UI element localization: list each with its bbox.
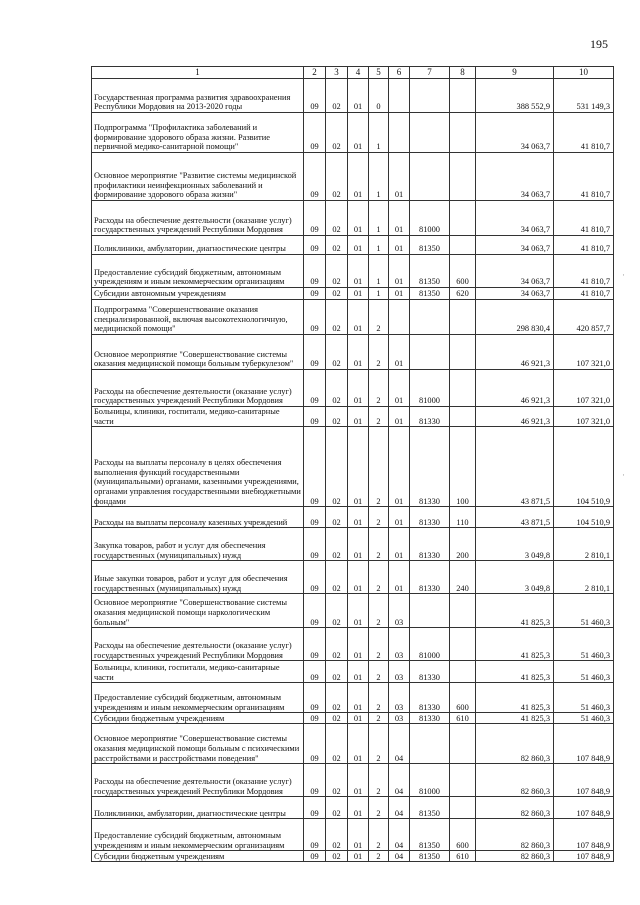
code-direction bbox=[410, 79, 450, 113]
table-row bbox=[92, 561, 614, 594]
table-row bbox=[92, 255, 614, 288]
table-row bbox=[92, 300, 614, 335]
code-subsection: 02 bbox=[326, 300, 348, 335]
code-subprogram: 0 bbox=[369, 79, 389, 113]
code-subprogram: 2 bbox=[369, 661, 389, 683]
budget-table-container bbox=[91, 66, 614, 862]
code-subsection: 02 bbox=[326, 661, 348, 683]
code-expense-type: 100 bbox=[450, 427, 476, 507]
value-year-2: 41 810,7 bbox=[554, 113, 614, 153]
code-direction: 81330 bbox=[410, 683, 450, 713]
code-subprogram: 1 bbox=[369, 255, 389, 288]
table-row bbox=[92, 819, 614, 851]
value-year-1: 34 063,7 bbox=[476, 153, 554, 201]
code-gp: 09 bbox=[304, 153, 326, 201]
code-section: 01 bbox=[348, 561, 369, 594]
code-subsection: 02 bbox=[326, 370, 348, 407]
code-event: 04 bbox=[389, 819, 410, 851]
value-year-2: 107 848,9 bbox=[554, 764, 614, 797]
code-subsection: 02 bbox=[326, 764, 348, 797]
code-subprogram: 2 bbox=[369, 528, 389, 561]
value-year-1: 41 825,3 bbox=[476, 683, 554, 713]
row-name: Основное мероприятие "Совершенствование системы оказания медицинской помощи наркологическим больным" bbox=[92, 594, 304, 628]
header-cell: 5 bbox=[369, 67, 389, 79]
code-expense-type bbox=[450, 370, 476, 407]
code-event: 01 bbox=[389, 507, 410, 528]
row-name: Субсидии бюджетным учреждениям bbox=[92, 713, 304, 724]
budget-table bbox=[91, 66, 614, 862]
value-year-2: 420 857,7 bbox=[554, 300, 614, 335]
code-section: 01 bbox=[348, 683, 369, 713]
value-year-2: 51 460,3 bbox=[554, 628, 614, 661]
value-year-1: 41 825,3 bbox=[476, 594, 554, 628]
header-cell: 2 bbox=[304, 67, 326, 79]
code-subsection: 02 bbox=[326, 427, 348, 507]
value-year-1: 46 921,3 bbox=[476, 335, 554, 370]
header-cell: 10 bbox=[554, 67, 614, 79]
row-name: Субсидии бюджетным учреждениям bbox=[92, 851, 304, 862]
code-event: 01 bbox=[389, 236, 410, 255]
code-direction bbox=[410, 594, 450, 628]
code-event: 01 bbox=[389, 427, 410, 507]
code-expense-type bbox=[450, 153, 476, 201]
code-event: 04 bbox=[389, 724, 410, 764]
code-gp: 09 bbox=[304, 819, 326, 851]
code-section: 01 bbox=[348, 507, 369, 528]
code-expense-type bbox=[450, 201, 476, 236]
value-year-2: 41 810,7 bbox=[554, 288, 614, 300]
value-year-2: 104 510,9 bbox=[554, 427, 614, 507]
code-expense-type bbox=[450, 797, 476, 819]
table-row bbox=[92, 507, 614, 528]
code-gp: 09 bbox=[304, 528, 326, 561]
value-year-1: 43 871,5 bbox=[476, 507, 554, 528]
code-section: 01 bbox=[348, 661, 369, 683]
code-direction: 81350 bbox=[410, 288, 450, 300]
code-section: 01 bbox=[348, 288, 369, 300]
table-row bbox=[92, 153, 614, 201]
code-subsection: 02 bbox=[326, 407, 348, 427]
row-name: Закупка товаров, работ и услуг для обеспечения государственных (муниципальных) нужд bbox=[92, 528, 304, 561]
value-year-1: 41 825,3 bbox=[476, 661, 554, 683]
table-row bbox=[92, 201, 614, 236]
code-event: 01 bbox=[389, 335, 410, 370]
code-section: 01 bbox=[348, 851, 369, 862]
code-expense-type bbox=[450, 594, 476, 628]
code-direction bbox=[410, 153, 450, 201]
code-event: 01 bbox=[389, 528, 410, 561]
value-year-1: 82 860,3 bbox=[476, 764, 554, 797]
code-direction: 81350 bbox=[410, 255, 450, 288]
code-gp: 09 bbox=[304, 713, 326, 724]
code-expense-type: 110 bbox=[450, 507, 476, 528]
code-event bbox=[389, 300, 410, 335]
code-subprogram: 2 bbox=[369, 683, 389, 713]
code-subprogram: 2 bbox=[369, 628, 389, 661]
value-year-1: 388 552,9 bbox=[476, 79, 554, 113]
code-event: 01 bbox=[389, 288, 410, 300]
code-section: 01 bbox=[348, 764, 369, 797]
code-section: 01 bbox=[348, 407, 369, 427]
code-direction bbox=[410, 335, 450, 370]
table-row bbox=[92, 370, 614, 407]
code-event bbox=[389, 79, 410, 113]
code-section: 01 bbox=[348, 370, 369, 407]
code-section: 01 bbox=[348, 255, 369, 288]
code-direction: 81350 bbox=[410, 797, 450, 819]
row-name: Расходы на обеспечение деятельности (оказание услуг) государственных учреждений Республики Мордовия bbox=[92, 370, 304, 407]
code-subprogram: 2 bbox=[369, 819, 389, 851]
row-name: Поликлиники, амбулатории, диагностические центры bbox=[92, 797, 304, 819]
value-year-1: 34 063,7 bbox=[476, 236, 554, 255]
table-row bbox=[92, 851, 614, 862]
code-direction: 81000 bbox=[410, 628, 450, 661]
code-expense-type: 600 bbox=[450, 819, 476, 851]
code-expense-type bbox=[450, 335, 476, 370]
code-gp: 09 bbox=[304, 255, 326, 288]
table-row bbox=[92, 288, 614, 300]
code-direction: 81350 bbox=[410, 851, 450, 862]
row-name: Расходы на обеспечение деятельности (оказание услуг) государственных учреждений Республики Мордовия bbox=[92, 764, 304, 797]
value-year-2: 51 460,3 bbox=[554, 713, 614, 724]
value-year-1: 41 825,3 bbox=[476, 628, 554, 661]
code-direction: 81330 bbox=[410, 561, 450, 594]
value-year-1: 3 049,8 bbox=[476, 561, 554, 594]
value-year-1: 46 921,3 bbox=[476, 370, 554, 407]
header-cell: 8 bbox=[450, 67, 476, 79]
code-direction: 81330 bbox=[410, 507, 450, 528]
code-section: 01 bbox=[348, 300, 369, 335]
value-year-2: 51 460,3 bbox=[554, 683, 614, 713]
header-cell: 6 bbox=[389, 67, 410, 79]
code-direction bbox=[410, 724, 450, 764]
code-subsection: 02 bbox=[326, 113, 348, 153]
table-row bbox=[92, 594, 614, 628]
table-row bbox=[92, 797, 614, 819]
code-subsection: 02 bbox=[326, 153, 348, 201]
value-year-2: 107 848,9 bbox=[554, 797, 614, 819]
code-direction: 81330 bbox=[410, 528, 450, 561]
code-direction bbox=[410, 113, 450, 153]
code-section: 01 bbox=[348, 335, 369, 370]
code-gp: 09 bbox=[304, 797, 326, 819]
code-expense-type bbox=[450, 628, 476, 661]
value-year-1: 298 830,4 bbox=[476, 300, 554, 335]
code-gp: 09 bbox=[304, 201, 326, 236]
code-gp: 09 bbox=[304, 288, 326, 300]
code-subprogram: 2 bbox=[369, 427, 389, 507]
code-subprogram: 1 bbox=[369, 153, 389, 201]
code-expense-type bbox=[450, 236, 476, 255]
code-gp: 09 bbox=[304, 507, 326, 528]
code-gp: 09 bbox=[304, 661, 326, 683]
value-year-1: 82 860,3 bbox=[476, 851, 554, 862]
code-section: 01 bbox=[348, 427, 369, 507]
code-subprogram: 2 bbox=[369, 724, 389, 764]
scan-mark: · bbox=[622, 470, 625, 480]
code-subprogram: 1 bbox=[369, 236, 389, 255]
header-cell: 4 bbox=[348, 67, 369, 79]
code-gp: 09 bbox=[304, 335, 326, 370]
table-row bbox=[92, 764, 614, 797]
value-year-1: 82 860,3 bbox=[476, 819, 554, 851]
table-row bbox=[92, 79, 614, 113]
code-gp: 09 bbox=[304, 113, 326, 153]
row-name: Больницы, клиники, госпитали, медико-санитарные части bbox=[92, 661, 304, 683]
code-gp: 09 bbox=[304, 300, 326, 335]
code-subsection: 02 bbox=[326, 851, 348, 862]
code-gp: 09 bbox=[304, 851, 326, 862]
code-direction: 81000 bbox=[410, 764, 450, 797]
header-cell: 3 bbox=[326, 67, 348, 79]
code-event: 01 bbox=[389, 201, 410, 236]
code-subprogram: 2 bbox=[369, 713, 389, 724]
code-event: 01 bbox=[389, 407, 410, 427]
code-expense-type: 600 bbox=[450, 683, 476, 713]
value-year-2: 107 848,9 bbox=[554, 851, 614, 862]
table-row bbox=[92, 683, 614, 713]
code-gp: 09 bbox=[304, 628, 326, 661]
value-year-2: 51 460,3 bbox=[554, 661, 614, 683]
code-subprogram: 2 bbox=[369, 594, 389, 628]
value-year-2: 41 810,7 bbox=[554, 255, 614, 288]
code-expense-type: 610 bbox=[450, 851, 476, 862]
table-body bbox=[92, 79, 614, 862]
scan-mark: · bbox=[622, 270, 625, 280]
code-event: 01 bbox=[389, 561, 410, 594]
value-year-2: 107 321,0 bbox=[554, 407, 614, 427]
code-expense-type: 600 bbox=[450, 255, 476, 288]
code-gp: 09 bbox=[304, 407, 326, 427]
code-gp: 09 bbox=[304, 724, 326, 764]
value-year-1: 3 049,8 bbox=[476, 528, 554, 561]
code-subsection: 02 bbox=[326, 507, 348, 528]
row-name: Основное мероприятие "Развитие системы медицинской профилактики неинфекционных заболеваний и формирование здорового образа жизни" bbox=[92, 153, 304, 201]
code-event: 03 bbox=[389, 628, 410, 661]
code-subprogram: 1 bbox=[369, 113, 389, 153]
value-year-1: 34 063,7 bbox=[476, 255, 554, 288]
value-year-1: 82 860,3 bbox=[476, 797, 554, 819]
code-subprogram: 1 bbox=[369, 201, 389, 236]
code-subprogram: 2 bbox=[369, 300, 389, 335]
code-subsection: 02 bbox=[326, 819, 348, 851]
code-subprogram: 2 bbox=[369, 370, 389, 407]
code-subprogram: 2 bbox=[369, 561, 389, 594]
code-expense-type bbox=[450, 407, 476, 427]
row-name: Расходы на выплаты персоналу в целях обеспечения выполнения функций государственными (муниципальными) органами, казенными учреждениями, органами управления государственными внебюджетными фондами bbox=[92, 427, 304, 507]
code-event: 03 bbox=[389, 594, 410, 628]
code-subsection: 02 bbox=[326, 201, 348, 236]
code-expense-type bbox=[450, 661, 476, 683]
row-name: Расходы на выплаты персоналу казенных учреждений bbox=[92, 507, 304, 528]
code-event: 01 bbox=[389, 370, 410, 407]
value-year-1: 34 063,7 bbox=[476, 288, 554, 300]
code-expense-type: 240 bbox=[450, 561, 476, 594]
code-gp: 09 bbox=[304, 764, 326, 797]
code-direction: 81350 bbox=[410, 236, 450, 255]
code-subsection: 02 bbox=[326, 628, 348, 661]
value-year-2: 41 810,7 bbox=[554, 153, 614, 201]
code-section: 01 bbox=[348, 201, 369, 236]
code-gp: 09 bbox=[304, 427, 326, 507]
row-name: Расходы на обеспечение деятельности (оказание услуг) государственных учреждений Республики Мордовия bbox=[92, 628, 304, 661]
row-name: Подпрограмма "Совершенствование оказания специализированной, включая высокотехнологичную, медицинской помощи" bbox=[92, 300, 304, 335]
code-section: 01 bbox=[348, 724, 369, 764]
code-gp: 09 bbox=[304, 683, 326, 713]
code-event: 04 bbox=[389, 764, 410, 797]
row-name: Подпрограмма "Профилактика заболеваний и формирование здорового образа жизни. Развитие первичной медико-санитарной помощи" bbox=[92, 113, 304, 153]
code-section: 01 bbox=[348, 113, 369, 153]
code-expense-type bbox=[450, 113, 476, 153]
header-cell: 7 bbox=[410, 67, 450, 79]
code-direction: 81330 bbox=[410, 407, 450, 427]
code-subsection: 02 bbox=[326, 255, 348, 288]
code-event: 03 bbox=[389, 683, 410, 713]
code-subprogram: 2 bbox=[369, 407, 389, 427]
code-gp: 09 bbox=[304, 236, 326, 255]
row-name: Больницы, клиники, госпитали, медико-санитарные части bbox=[92, 407, 304, 427]
code-expense-type: 200 bbox=[450, 528, 476, 561]
code-section: 01 bbox=[348, 153, 369, 201]
value-year-1: 34 063,7 bbox=[476, 201, 554, 236]
row-name: Предоставление субсидий бюджетным, автономным учреждениям и иным некоммерческим организациям bbox=[92, 819, 304, 851]
code-subprogram: 2 bbox=[369, 764, 389, 797]
code-event: 01 bbox=[389, 255, 410, 288]
value-year-2: 2 810,1 bbox=[554, 528, 614, 561]
row-name: Основное мероприятие "Совершенствование системы оказания медицинской помощи больным туберкулезом" bbox=[92, 335, 304, 370]
code-section: 01 bbox=[348, 236, 369, 255]
value-year-2: 51 460,3 bbox=[554, 594, 614, 628]
code-direction: 81330 bbox=[410, 427, 450, 507]
header-cell: 9 bbox=[476, 67, 554, 79]
code-subsection: 02 bbox=[326, 79, 348, 113]
code-subsection: 02 bbox=[326, 797, 348, 819]
row-name: Поликлиники, амбулатории, диагностические центры bbox=[92, 236, 304, 255]
code-section: 01 bbox=[348, 528, 369, 561]
code-direction bbox=[410, 300, 450, 335]
code-direction: 81000 bbox=[410, 370, 450, 407]
row-name: Основное мероприятие "Совершенствование системы оказания медицинской помощи больным с психическими расстройствами и расстройствами поведения" bbox=[92, 724, 304, 764]
code-expense-type bbox=[450, 79, 476, 113]
code-direction: 81000 bbox=[410, 201, 450, 236]
code-event: 03 bbox=[389, 713, 410, 724]
code-subsection: 02 bbox=[326, 335, 348, 370]
code-event: 03 bbox=[389, 661, 410, 683]
table-row bbox=[92, 528, 614, 561]
value-year-1: 46 921,3 bbox=[476, 407, 554, 427]
value-year-2: 107 321,0 bbox=[554, 335, 614, 370]
code-subsection: 02 bbox=[326, 713, 348, 724]
header-cell: 1 bbox=[92, 67, 304, 79]
code-expense-type bbox=[450, 300, 476, 335]
code-section: 01 bbox=[348, 819, 369, 851]
code-direction: 81330 bbox=[410, 661, 450, 683]
code-subprogram: 2 bbox=[369, 507, 389, 528]
value-year-2: 107 321,0 bbox=[554, 370, 614, 407]
code-subsection: 02 bbox=[326, 528, 348, 561]
code-gp: 09 bbox=[304, 561, 326, 594]
code-subsection: 02 bbox=[326, 683, 348, 713]
code-subsection: 02 bbox=[326, 724, 348, 764]
table-row bbox=[92, 113, 614, 153]
code-section: 01 bbox=[348, 628, 369, 661]
code-section: 01 bbox=[348, 797, 369, 819]
row-name: Государственная программа развития здравоохранения Республики Мордовия на 2013-2020 годы bbox=[92, 79, 304, 113]
code-gp: 09 bbox=[304, 370, 326, 407]
code-gp: 09 bbox=[304, 594, 326, 628]
table-row bbox=[92, 713, 614, 724]
code-section: 01 bbox=[348, 594, 369, 628]
value-year-2: 41 810,7 bbox=[554, 236, 614, 255]
table-row bbox=[92, 335, 614, 370]
value-year-1: 82 860,3 bbox=[476, 724, 554, 764]
table-row bbox=[92, 427, 614, 507]
code-subprogram: 2 bbox=[369, 797, 389, 819]
code-subprogram: 2 bbox=[369, 851, 389, 862]
code-section: 01 bbox=[348, 79, 369, 113]
code-event: 04 bbox=[389, 851, 410, 862]
code-event: 01 bbox=[389, 153, 410, 201]
code-direction: 81350 bbox=[410, 819, 450, 851]
value-year-1: 43 871,5 bbox=[476, 427, 554, 507]
value-year-2: 2 810,1 bbox=[554, 561, 614, 594]
code-expense-type: 610 bbox=[450, 713, 476, 724]
row-name: Расходы на обеспечение деятельности (оказание услуг) государственных учреждений Республики Мордовия bbox=[92, 201, 304, 236]
table-row bbox=[92, 724, 614, 764]
code-subsection: 02 bbox=[326, 561, 348, 594]
header-row bbox=[92, 67, 614, 79]
value-year-2: 531 149,3 bbox=[554, 79, 614, 113]
row-name: Предоставление субсидий бюджетным, автономным учреждениям и иным некоммерческим организациям bbox=[92, 255, 304, 288]
code-expense-type bbox=[450, 764, 476, 797]
value-year-1: 41 825,3 bbox=[476, 713, 554, 724]
code-direction: 81330 bbox=[410, 713, 450, 724]
value-year-2: 107 848,9 bbox=[554, 724, 614, 764]
table-row bbox=[92, 661, 614, 683]
code-subsection: 02 bbox=[326, 288, 348, 300]
value-year-2: 104 510,9 bbox=[554, 507, 614, 528]
row-name: Субсидии автономным учреждениям bbox=[92, 288, 304, 300]
row-name: Предоставление субсидий бюджетным, автономным учреждениям и иным некоммерческим организациям bbox=[92, 683, 304, 713]
code-gp: 09 bbox=[304, 79, 326, 113]
code-event bbox=[389, 113, 410, 153]
page-number: 195 bbox=[590, 37, 608, 51]
code-expense-type bbox=[450, 724, 476, 764]
table-row bbox=[92, 407, 614, 427]
code-subprogram: 2 bbox=[369, 335, 389, 370]
value-year-2: 41 810,7 bbox=[554, 201, 614, 236]
code-section: 01 bbox=[348, 713, 369, 724]
code-expense-type: 620 bbox=[450, 288, 476, 300]
value-year-2: 107 848,9 bbox=[554, 819, 614, 851]
code-event: 04 bbox=[389, 797, 410, 819]
code-subsection: 02 bbox=[326, 236, 348, 255]
row-name: Иные закупки товаров, работ и услуг для обеспечения государственных (муниципальных) нужд bbox=[92, 561, 304, 594]
table-row bbox=[92, 628, 614, 661]
value-year-1: 34 063,7 bbox=[476, 113, 554, 153]
table-row bbox=[92, 236, 614, 255]
code-subprogram: 1 bbox=[369, 288, 389, 300]
code-subsection: 02 bbox=[326, 594, 348, 628]
